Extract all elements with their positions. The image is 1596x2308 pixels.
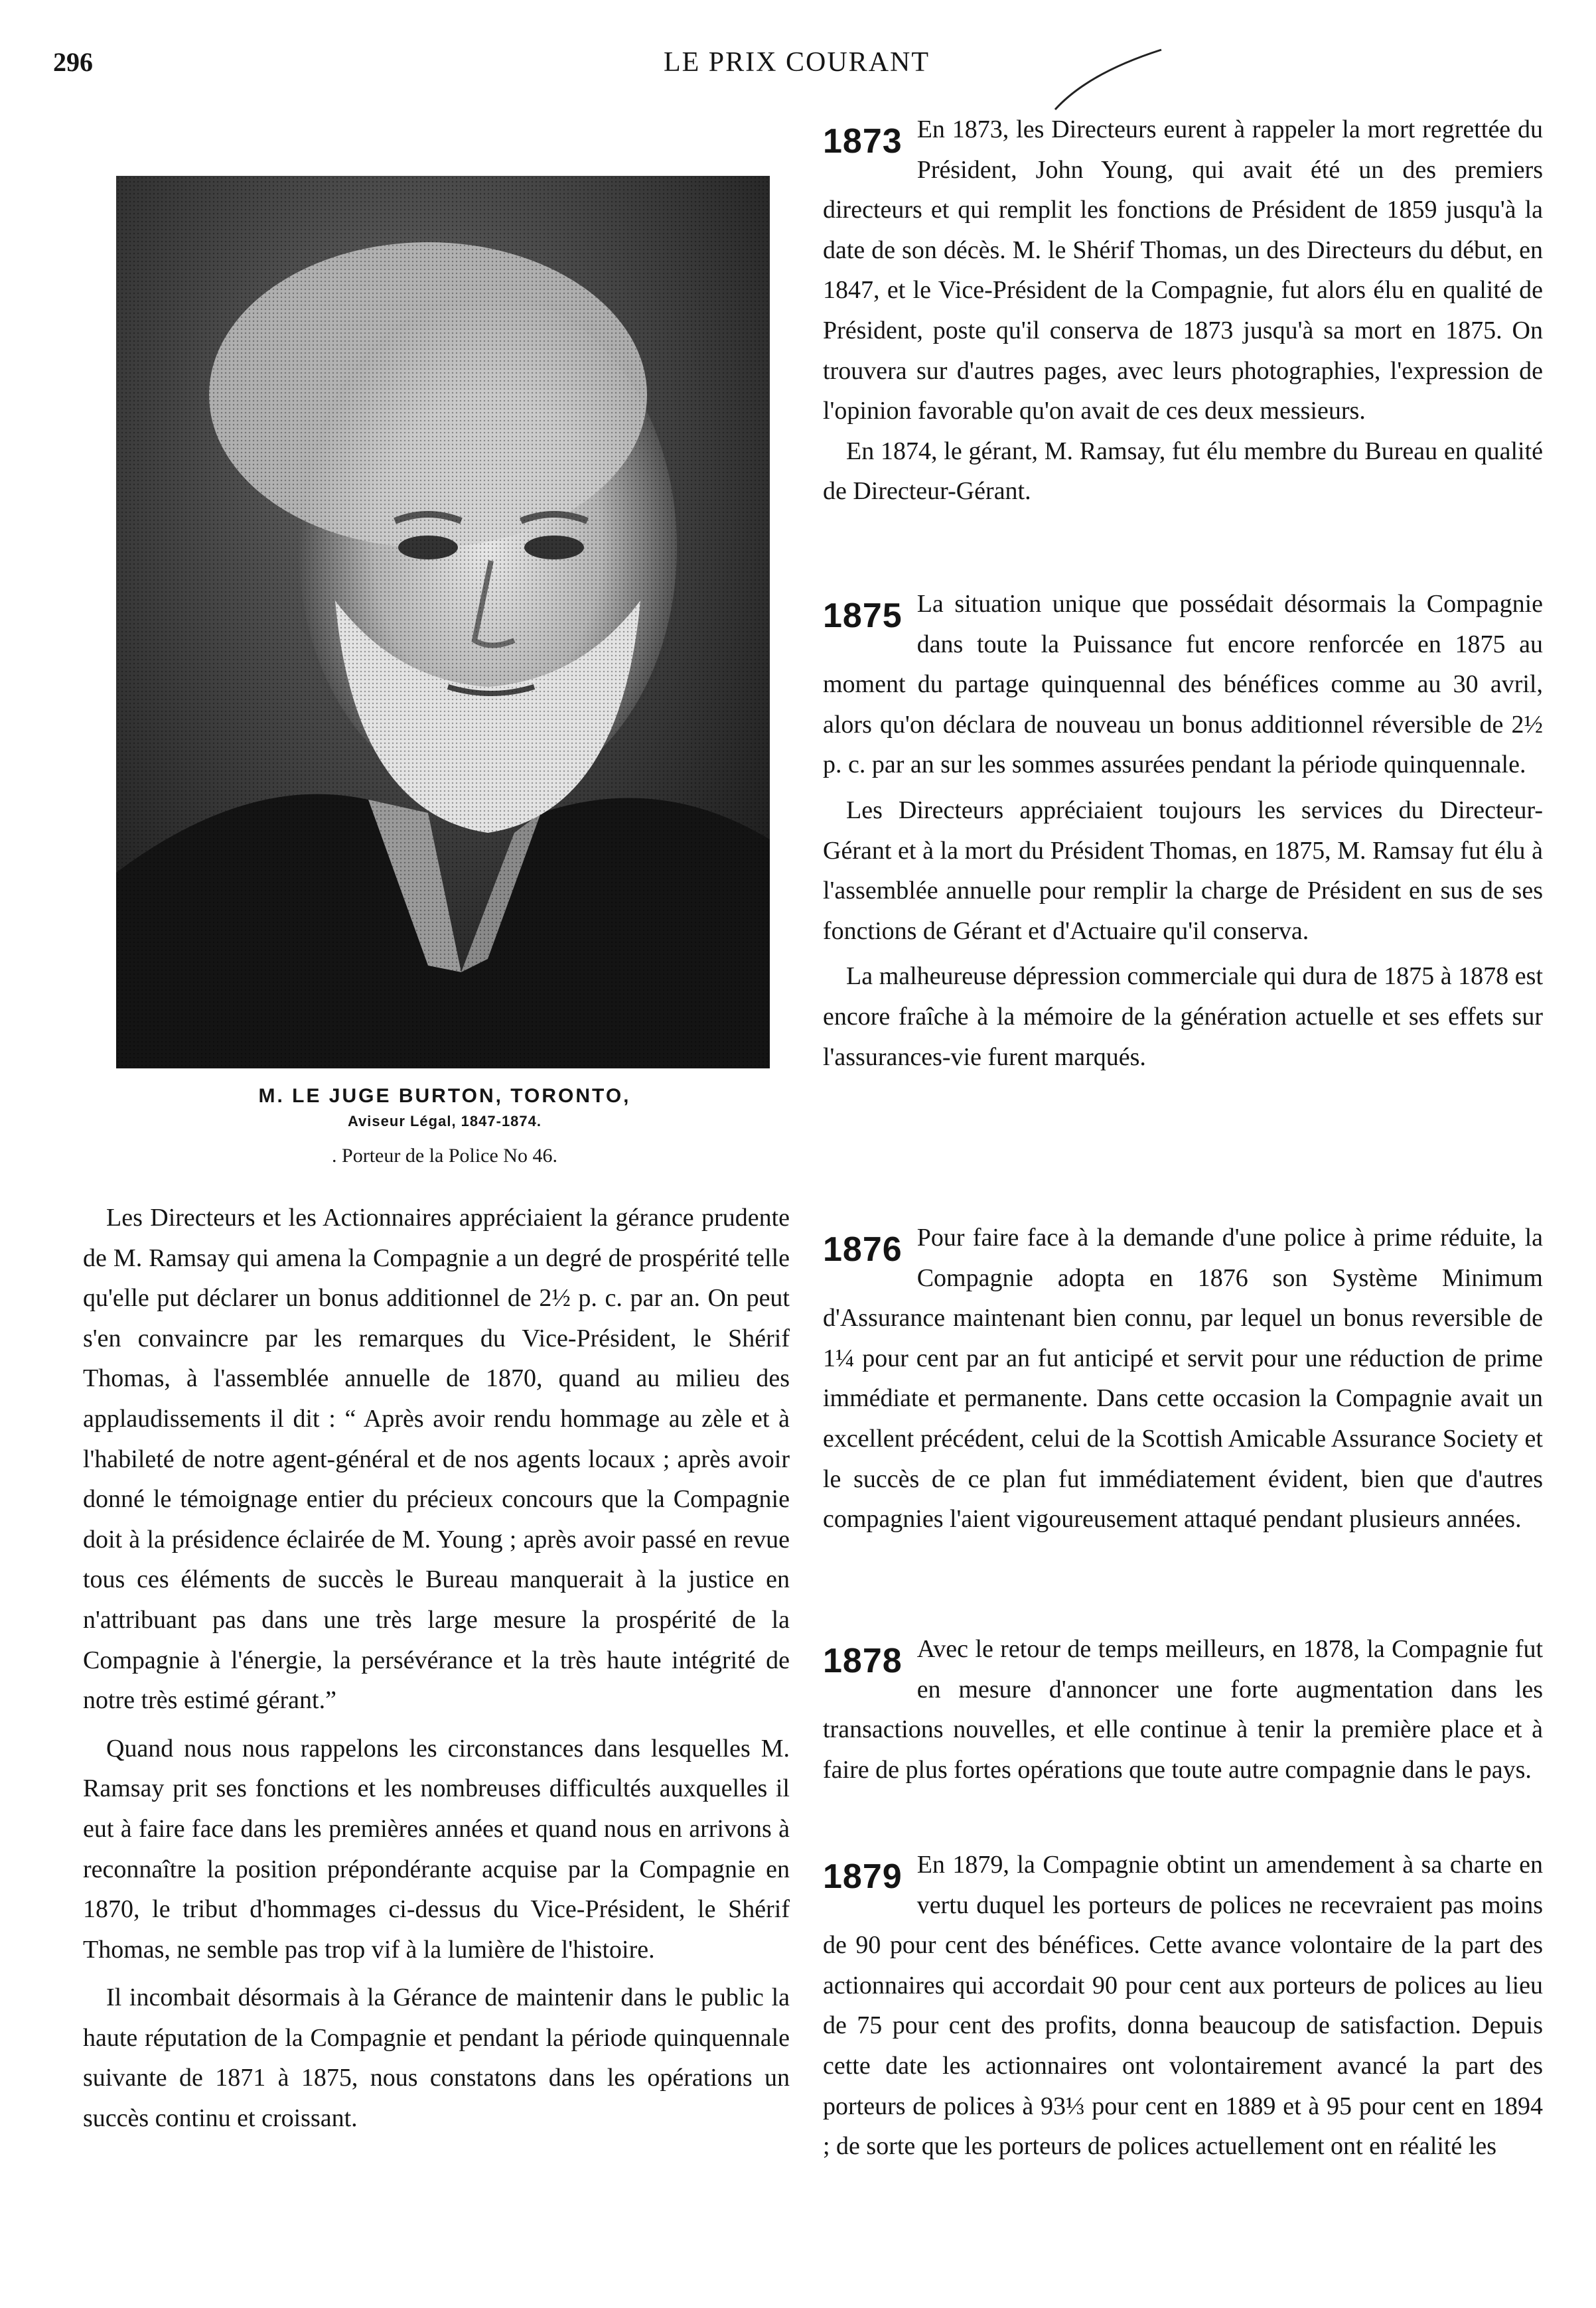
caption-police-number: . Porteur de la Police No 46. — [332, 1145, 557, 1167]
running-title: LE PRIX COURANT — [664, 47, 930, 78]
year-heading: 1875 — [823, 597, 903, 635]
entry-paragraph: La situation unique que possédait désormais la Compagnie dans toute la Puissance fut encore renforcée en 1875 au moment du partage quinquennal des bénéfices comme au 30 avril, alors qu'on déclara de nouveau un bonus additionnel réversible de 2½ p. c. par an sur les sommes assurées pendant la période quinquennale. — [823, 590, 1543, 779]
left-paragraph: Il incombait désormais à la Gérance de maintenir dans le public la haute réputation de la Compagnie et pendant la période quinquennale suivante de 1871 à 1875, nous constatons dans les opérations un succès continu et croissant. — [83, 1983, 790, 2133]
page-number: 296 — [53, 47, 93, 77]
year-heading: 1876 — [823, 1230, 903, 1269]
year-entry-1876 — [823, 1218, 1543, 1540]
page-header — [53, 46, 1560, 86]
entry-paragraph: Avec le retour de temps meilleurs, en 1878, la Compagnie fut en mesure d'annoncer une forte augmentation dans les transactions nouvelles, et elle continue à tenir la première place et à faire de plus fortes opérations que toute autre compagnie dans le pays. — [823, 1635, 1543, 1784]
pen-stroke-mark — [1049, 46, 1168, 119]
caption-name: M. LE JUGE BURTON, TORONTO, — [258, 1085, 631, 1107]
entry-paragraph: Pour faire face à la demande d'une police à prime réduite, la Compagnie adopta en 1876 son Système Minimum d'Assurance maintenant bien connu, par lequel un bonus reversible de 1¼ pour cent par an fut anticipé et servit pour une réduction de prime immédiate et permanente. Dans cette occasion la Compagnie avait un excellent précédent, celui de la Scottish Amicable Assurance Society et le succès de ce plan fut immédiatement évident, bien que d'autres compagnies l'aient vigoureusement attaqué pendant plusieurs années. — [823, 1224, 1543, 1534]
left-column-text — [83, 1198, 790, 2139]
year-entry-1878 — [823, 1629, 1543, 1790]
portrait-photo — [116, 176, 770, 1068]
entry-paragraph: La malheureuse dépression commerciale qui dura de 1875 à 1878 est encore fraîche à la mémoire de la génération actuelle et ses effets sur l'assurances-vie furent marqués. — [823, 962, 1543, 1071]
entry-paragraph: En 1874, le gérant, M. Ramsay, fut élu membre du Bureau en qualité de Directeur-Gérant. — [823, 437, 1543, 506]
year-entry-1873 — [823, 109, 1543, 512]
year-entry-1875 — [823, 584, 1543, 1077]
year-heading: 1873 — [823, 122, 903, 161]
caption-role: Aviseur Légal, 1847-1874. — [347, 1113, 542, 1129]
left-paragraph: Quand nous nous rappelons les circonstances dans lesquelles M. Ramsay prit ses fonctions et les nombreuses difficultés auxquelles il eut à faire face dans les premières années et quand nous en arrivons à reconnaître la position prépondérante acquise par la Compagnie en 1870, le tribut d'hommages ci-dessus du Vice-Président, le Shérif Thomas, ne semble pas trop vif à la lumière de l'histoire. — [83, 1734, 790, 1964]
photo-caption — [100, 1085, 790, 1167]
year-entry-1879 — [823, 1845, 1543, 2167]
left-paragraph: Les Directeurs et les Actionnaires appréciaient la gérance prudente de M. Ramsay qui amena la Compagnie a un degré de prospérité telle qu'elle put déclarer un bonus additionnel de 2½ p. c. par an. On peut s'en convaincre par les remarques du Vice-Président, le Shérif Thomas, à l'assemblée annuelle de 1870, quand au milieu des applaudissements il dit : “ Après avoir rendu hommage au zèle et à l'habileté de notre agent-général et de nos agents locaux ; après avoir donné le témoignage entier du précieux concours que la Compagnie doit à la présidence éclairée de M. Young ; après avoir passé en revue tous ces éléments de succès le Bureau manquerait à la justice en n'attribuant pas dans une très large mesure la prospérité de la Compagnie à l'énergie, la persévérance et la très haute intégrité de notre très estimé gérant.” — [83, 1204, 790, 1715]
year-heading: 1878 — [823, 1642, 903, 1680]
portrait-image — [116, 176, 770, 1068]
year-heading: 1879 — [823, 1857, 903, 1896]
entry-paragraph: Les Directeurs appréciaient toujours les services du Directeur-Gérant et à la mort du Président Thomas, en 1875, M. Ramsay fut élu à l'assemblée annuelle pour remplir la charge de Président en sus de ses fonctions de Gérant et d'Actuaire qu'il conserva. — [823, 796, 1543, 945]
entry-paragraph: En 1879, la Compagnie obtint un amendement à sa charte en vertu duquel les porteurs de polices ne recevraient pas moins de 90 pour cent des bénéfices. Cette avance volontaire de la part des actionnaires qui accordait 90 pour cent aux porteurs de polices au lieu de 75 pour cent des profits, donna beaucoup de satisfaction. Depuis cette date les actionnaires ont volontairement avancé la part des porteurs de polices à 93⅓ pour cent en 1889 et à 95 pour cent en 1894 ; de sorte que les porteurs de polices actuellement ont en réalité les — [823, 1851, 1543, 2161]
entry-paragraph: En 1873, les Directeurs eurent à rappeler la mort regrettée du Président, John Young, qui avait été un des premiers directeurs et qui remplit les fonctions de Président de 1859 jusqu'à la date de son décès. M. le Shérif Thomas, un des Directeurs du début, en 1847, et le Vice-Président de la Compagnie, fut alors élu en qualité de Président, poste qu'il conserva de 1873 jusqu'à sa mort en 1875. On trouvera sur d'autres pages, avec leurs photographies, l'expression de l'opinion favorable qu'on avait de ces deux messieurs. — [823, 115, 1543, 425]
